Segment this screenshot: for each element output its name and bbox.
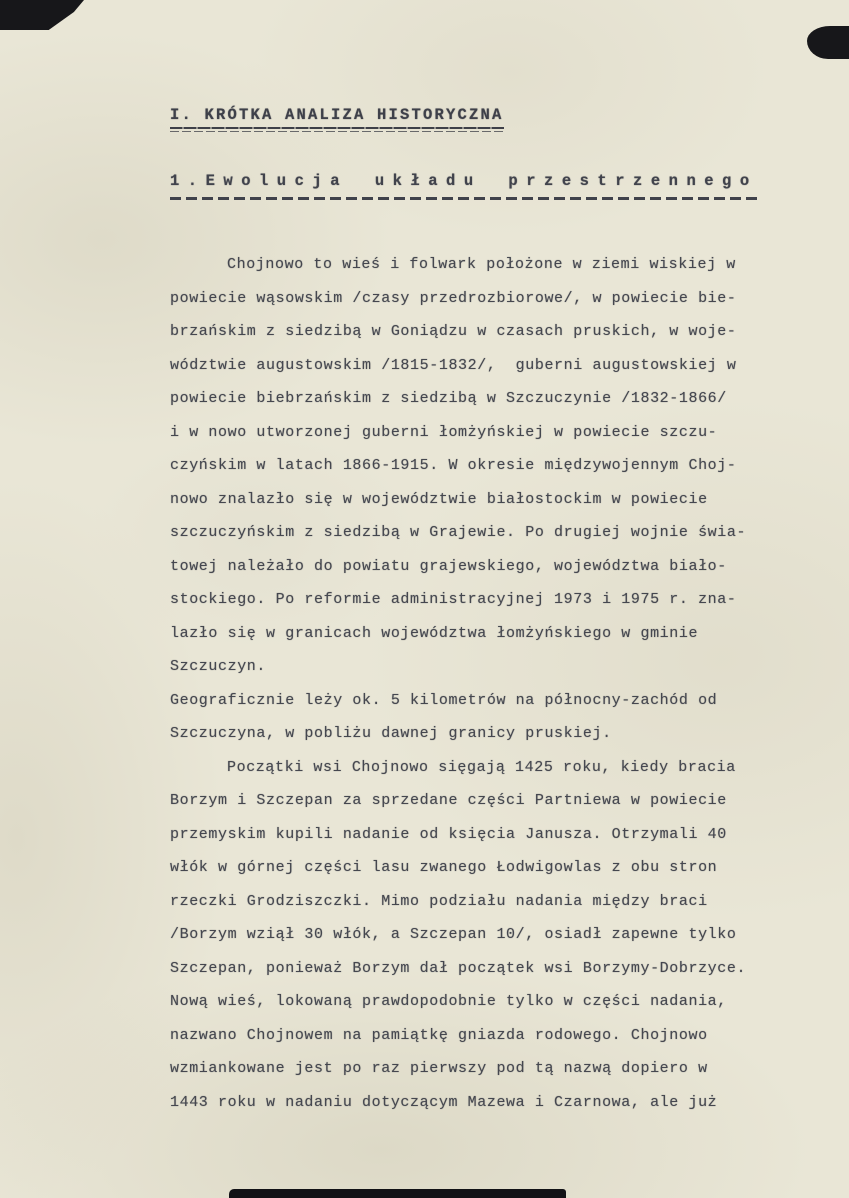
text-line: czyńskim w latach 1866-1915. W okresie międzywojennym Choj- <box>170 457 737 474</box>
text-line: Chojnowo to wieś i folwark położone w ziemi wiskiej w <box>227 256 736 273</box>
text-line: wództwie augustowskim /1815-1832/, guberni augustowskiej w <box>170 356 737 374</box>
text-line: powiecie wąsowskim /czasy przedrozbiorowe/, w powiecie bie- <box>170 289 737 307</box>
paragraph <box>170 751 782 1120</box>
text-line: Szczuczyna, w pobliżu dawnej granicy pruskiej. <box>170 725 612 742</box>
scan-ink-mark-top-left <box>0 0 84 30</box>
text-line: Nową wieś, lokowaną prawdopodobnie tylko w części nadania, <box>170 993 727 1010</box>
text-line: powiecie biebrzańskim z siedzibą w Szczuczynie /1832-1866/ <box>170 390 727 407</box>
text-line: lazło się w granicach województwa łomżyńskiego w gminie <box>170 624 699 642</box>
text-line: 1443 roku w nadaniu dotyczącym Mazewa i Czarnowa, ale już <box>170 1093 718 1111</box>
section-heading: I. KRÓTKA ANALIZA HISTORYCZNA <box>170 106 504 132</box>
text-line: brzańskim z siedzibą w Goniądzu w czasach pruskich, w woje- <box>170 323 737 340</box>
scan-ink-bar-bottom <box>229 1189 566 1198</box>
text-line: nowo znalazło się w województwie białostockim w powiecie <box>170 490 708 508</box>
text-line: i w nowo utworzonej guberni łomżyńskiej w powiecie szczu- <box>170 423 718 441</box>
paragraph <box>170 248 782 684</box>
text-line: szczuczyńskim z siedzibą w Grajewie. Po drugiej wojnie świa- <box>170 524 747 541</box>
paragraph <box>170 684 782 751</box>
text-line: nazwano Chojnowem na pamiątkę gniazda rodowego. Chojnowo <box>170 1026 708 1044</box>
text-line: towej należało do powiatu grajewskiego, województwa biało- <box>170 557 727 575</box>
text-line: przemyskim kupili nadanie od księcia Janusza. Otrzymali 40 <box>170 825 727 843</box>
text-line: Szczuczyn. <box>170 658 267 675</box>
document-content <box>170 106 782 1119</box>
text-line: stockiego. Po reformie administracyjnej 1973 i 1975 r. zna- <box>170 591 737 608</box>
text-line: włók w górnej części lasu zwanego Łodwigowlas z obu stron <box>170 859 718 876</box>
text-line: Geograficznie leży ok. 5 kilometrów na północny-zachód od <box>170 691 718 709</box>
text-line: /Borzym wziął 30 włók, a Szczepan 10/, osiadł zapewne tylko <box>170 926 737 943</box>
subsection-heading: 1.Ewolucja układu przestrzennego <box>170 172 758 200</box>
text-line: Początki wsi Chojnowo sięgają 1425 roku, kiedy bracia <box>227 758 736 776</box>
text-line: Szczepan, ponieważ Borzym dał początek wsi Borzymy-Dobrzyce. <box>170 959 747 977</box>
body-text <box>170 248 782 1119</box>
text-line: Borzym i Szczepan za sprzedane części Partniewa w powiecie <box>170 792 727 809</box>
scan-ink-mark-top-right <box>807 26 849 59</box>
text-line: rzeczki Grodziszczki. Mimo podziału nadania między braci <box>170 892 708 910</box>
text-line: wzmiankowane jest po raz pierwszy pod tą nazwą dopiero w <box>170 1060 708 1077</box>
